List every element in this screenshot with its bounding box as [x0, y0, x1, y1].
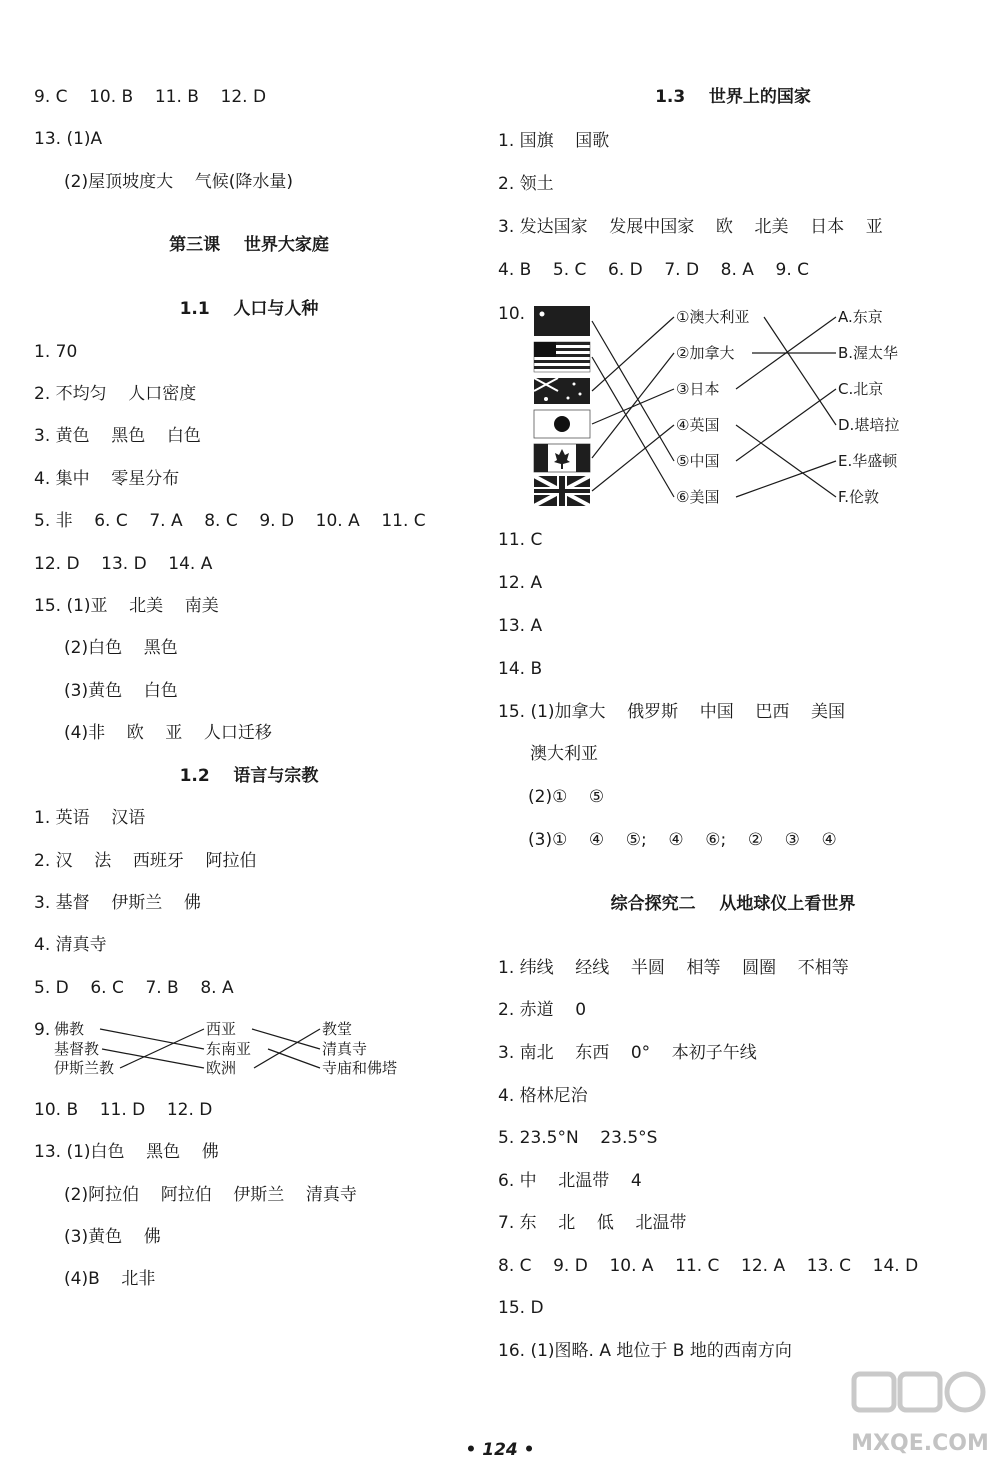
answer-line: (3)① ④ ⑤; ④ ⑥; ② ③ ④ [528, 830, 837, 850]
answer-line: 2. 赤道 0 [498, 1000, 587, 1020]
answer-line: (2)① ⑤ [528, 787, 605, 807]
answer-line: 3. 南北 东西 0° 本初子午线 [498, 1043, 757, 1063]
answer-line: 14. B [498, 659, 543, 679]
answer-line: 8. C 9. D 10. A 11. C 12. A 13. C 14. D [498, 1256, 919, 1276]
answer-line: 3. 基督 伊斯兰 佛 [34, 893, 201, 913]
answer-line: 13. A [498, 616, 543, 636]
answer-line: 9. [34, 1020, 51, 1040]
answer-line: (3)黄色 白色 [64, 681, 178, 701]
match-line [592, 353, 674, 458]
flag-usa-icon [534, 342, 590, 372]
answer-line: 2. 汉 法 西班牙 阿拉伯 [34, 851, 257, 871]
answer-line: 3. 发达国家 发展中国家 欧 北美 日本 亚 [498, 217, 883, 237]
answer-line: (2)屋顶坡度大 气候(降水量) [64, 172, 293, 192]
religion-label: 基督教 [54, 1040, 100, 1058]
country-label: ③日本 [676, 380, 720, 398]
answer-line: (4)非 欧 亚 人口迁移 [64, 723, 272, 743]
flag-matching-diagram [532, 302, 952, 512]
answer-line: 1. 纬线 经线 半圆 相等 圆圈 不相等 [498, 958, 849, 978]
section-heading: 1.1 人口与人种 [179, 299, 319, 319]
capital-label: D.堪培拉 [838, 416, 900, 434]
capital-label: E.华盛顿 [838, 452, 898, 470]
match-line [736, 389, 836, 461]
answer-line: 1. 国旗 国歌 [498, 131, 610, 151]
flag-canada-icon [534, 444, 590, 472]
answer-line: 1. 70 [34, 342, 78, 362]
match-line [592, 321, 674, 461]
country-label: ②加拿大 [676, 344, 735, 362]
capital-label: C.北京 [838, 380, 884, 398]
answer-line: 2. 不均匀 人口密度 [34, 384, 197, 404]
answer-line: 12. D 13. D 14. A [34, 554, 213, 574]
answer-line: 澳大利亚 [530, 744, 598, 764]
section-heading: 1.2 语言与宗教 [179, 766, 319, 786]
answer-line: (2)阿拉伯 阿拉伯 伊斯兰 清真寺 [64, 1185, 357, 1205]
answer-line: 5. D 6. C 7. B 8. A [34, 978, 234, 998]
answer-line: 4. 格林尼治 [498, 1086, 588, 1106]
country-label: ①澳大利亚 [676, 308, 750, 326]
answer-line: 15. (1)加拿大 俄罗斯 中国 巴西 美国 [498, 702, 845, 722]
answer-line: 10. B 11. D 12. D [34, 1100, 213, 1120]
answer-line: 13. (1)白色 黑色 佛 [34, 1142, 219, 1162]
answer-line: 13. (1)A [34, 129, 103, 149]
answer-line: 4. 清真寺 [34, 935, 107, 955]
answer-line: 5. 非 6. C 7. A 8. C 9. D 10. A 11. C [34, 511, 426, 531]
answer-line: (3)黄色 佛 [64, 1227, 161, 1247]
match-line [254, 1029, 320, 1068]
capital-label: B.渥太华 [838, 344, 899, 362]
section-heading: 综合探究二 从地球仪上看世界 [610, 894, 856, 914]
region-label: 东南亚 [206, 1040, 252, 1058]
answer-line: 16. (1)图略. A 地位于 B 地的西南方向 [498, 1341, 792, 1361]
region-label: 欧洲 [206, 1059, 237, 1077]
match-line [268, 1049, 320, 1068]
answer-line: 9. C 10. B 11. B 12. D [34, 87, 267, 107]
answer-line: 2. 领土 [498, 174, 554, 194]
country-label: ④英国 [676, 416, 720, 434]
building-label: 寺庙和佛塔 [322, 1059, 398, 1077]
answer-line: 10. [498, 304, 526, 324]
flag-australia-icon [534, 378, 590, 404]
match-line [100, 1029, 204, 1049]
country-label: ⑤中国 [676, 452, 720, 470]
watermark-icon [850, 1370, 990, 1460]
answer-line: (2)白色 黑色 [64, 638, 178, 658]
answer-line: 15. (1)亚 北美 南美 [34, 596, 219, 616]
answer-line: 15. D [498, 1298, 544, 1318]
building-label: 清真寺 [322, 1040, 368, 1058]
answer-line: 4. B 5. C 6. D 7. D 8. A 9. C [498, 260, 810, 280]
flag-japan-icon [534, 410, 590, 438]
building-label: 教堂 [322, 1020, 353, 1038]
religion-label: 伊斯兰教 [54, 1059, 115, 1077]
match-line [592, 425, 674, 491]
match-line [592, 317, 674, 391]
region-label: 西亚 [206, 1020, 237, 1038]
religion-matching-diagram [34, 1012, 434, 1082]
match-line [592, 357, 674, 497]
answer-line: (4)B 北非 [64, 1269, 156, 1289]
religion-label: 佛教 [54, 1020, 85, 1038]
answer-line: 6. 中 北温带 4 [498, 1171, 642, 1191]
match-line [764, 317, 836, 425]
match-line [736, 425, 836, 497]
answer-line: 4. 集中 零星分布 [34, 469, 180, 489]
answer-line: 7. 东 北 低 北温带 [498, 1213, 687, 1233]
flag-uk-icon [534, 476, 590, 506]
page-number: • 124 • [465, 1440, 535, 1460]
match-line [592, 389, 674, 424]
match-line [252, 1029, 320, 1049]
watermark-text: MXQE.COM [851, 1431, 989, 1456]
answer-line: 1. 英语 汉语 [34, 808, 146, 828]
watermark-logo [850, 1370, 990, 1460]
capital-label: F.伦敦 [838, 488, 879, 506]
lesson-heading: 第三课 世界大家庭 [169, 235, 329, 255]
section-heading: 1.3 世界上的国家 [655, 87, 811, 107]
capital-label: A.东京 [838, 308, 883, 326]
answer-line: 5. 23.5°N 23.5°S [498, 1128, 658, 1148]
match-line [736, 461, 836, 497]
answer-line: 12. A [498, 573, 543, 593]
flag-china-icon [534, 306, 590, 336]
answer-line: 11. C [498, 530, 543, 550]
answer-line: 3. 黄色 黑色 白色 [34, 426, 201, 446]
match-line [102, 1049, 204, 1068]
country-label: ⑥美国 [676, 488, 720, 506]
